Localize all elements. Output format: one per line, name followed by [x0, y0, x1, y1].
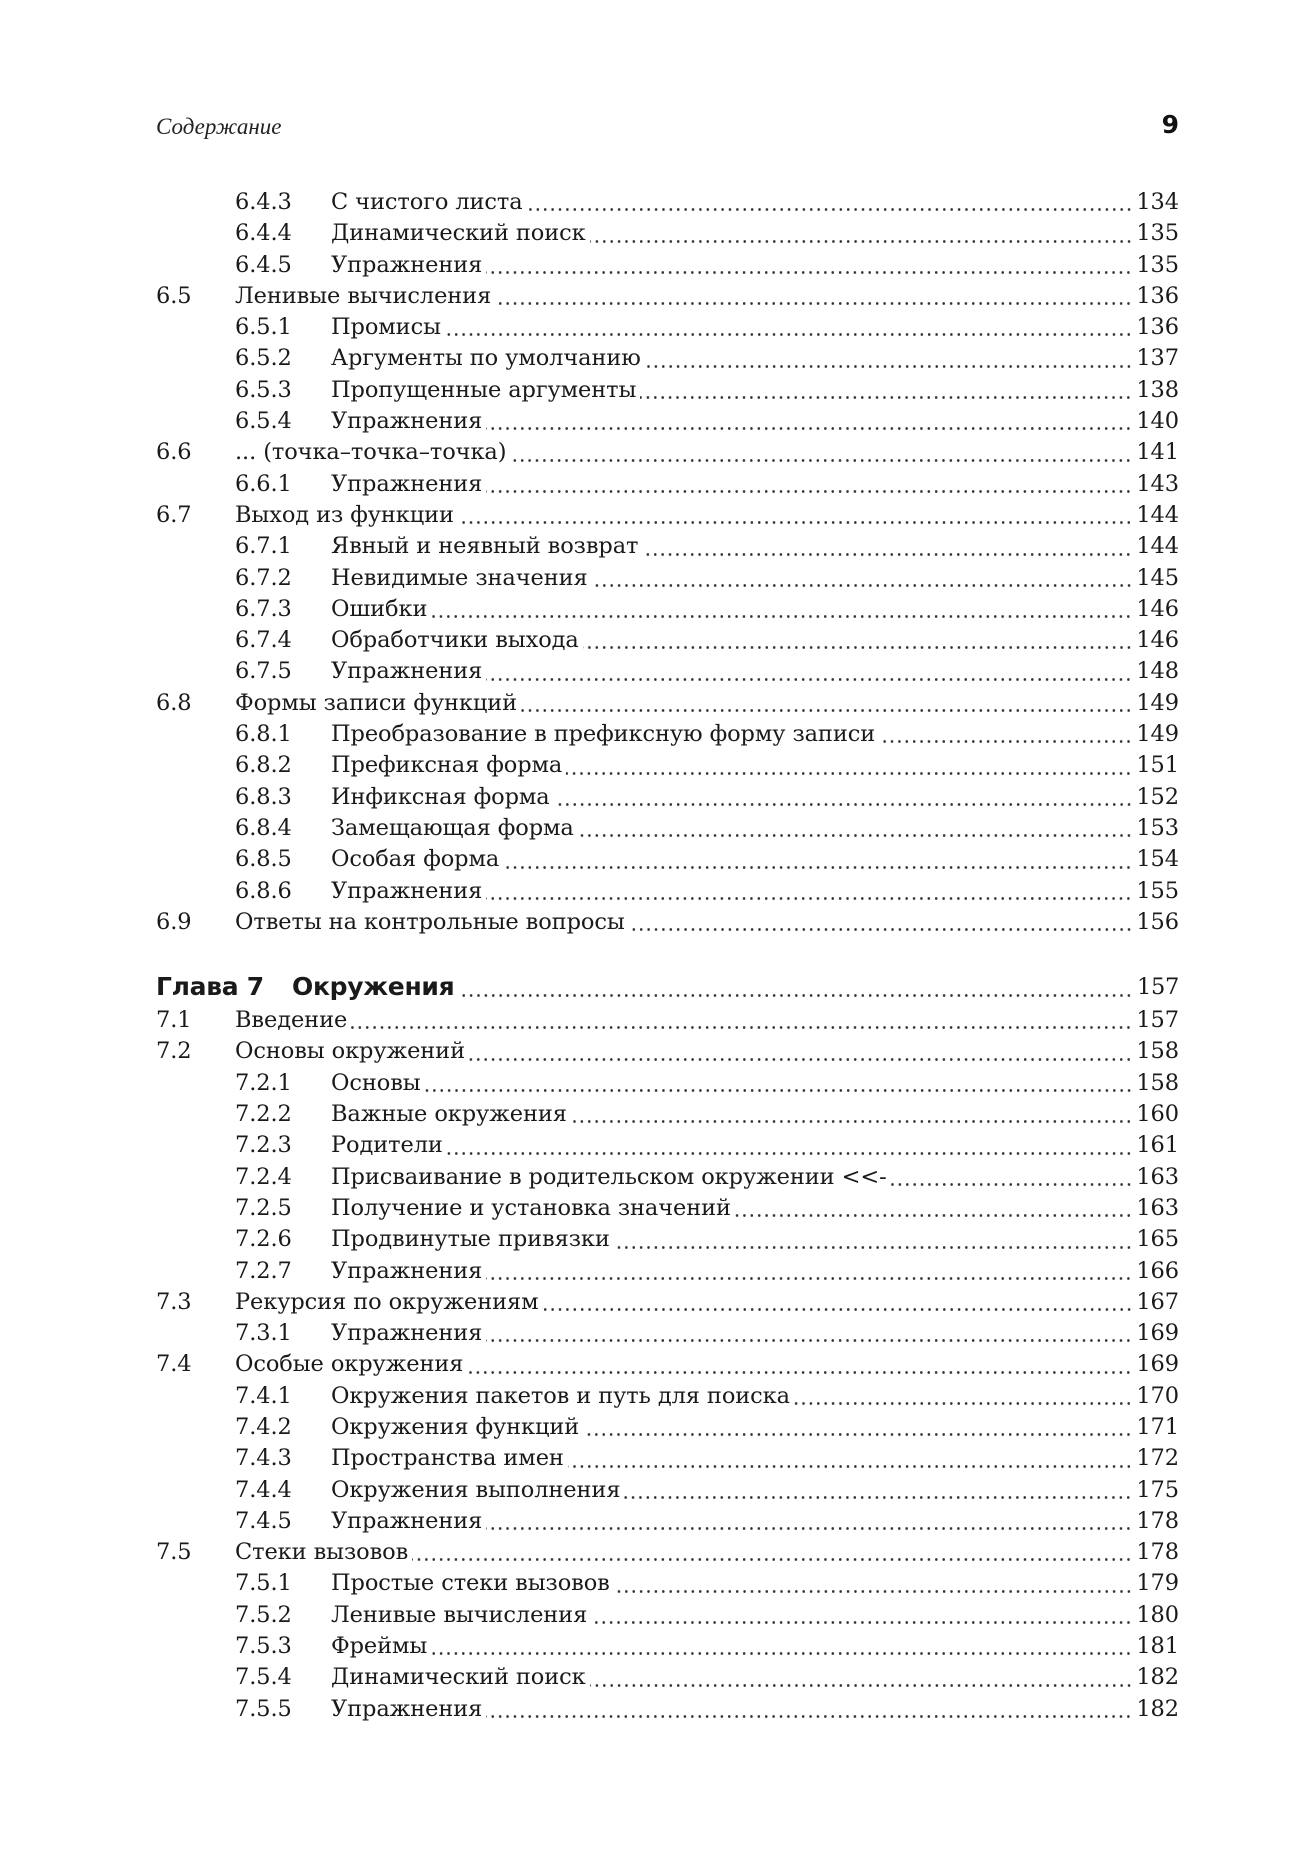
entry-number: 6.5.4 — [235, 408, 292, 435]
entry-page-number: 163 — [1136, 1194, 1179, 1221]
entry-title: Ошибки — [331, 595, 428, 622]
toc-subsection-entry[interactable] — [156, 1412, 1179, 1443]
entry-page-number: 161 — [1136, 1132, 1179, 1159]
dot-leader — [486, 678, 1132, 681]
entry-page-number: 136 — [1136, 282, 1179, 309]
entry-number: 7.2.4 — [235, 1163, 292, 1190]
toc-subsection-entry[interactable] — [156, 406, 1179, 437]
dot-leader — [521, 709, 1132, 712]
entry-title: Родители — [331, 1132, 443, 1159]
entry-page-number: 175 — [1136, 1476, 1179, 1503]
page-number: 9 — [1161, 110, 1179, 139]
toc-subsection-entry[interactable] — [156, 594, 1179, 625]
dot-leader — [527, 208, 1133, 211]
entry-page-number: 181 — [1136, 1633, 1179, 1660]
toc-section-entry[interactable] — [156, 1287, 1179, 1318]
toc-section-entry[interactable] — [156, 1036, 1179, 1067]
entry-page-number: 136 — [1136, 314, 1179, 341]
entry-number: 6.7.1 — [235, 533, 292, 560]
toc-subsection-entry[interactable] — [156, 1600, 1179, 1631]
toc-subsection-entry[interactable] — [156, 1224, 1179, 1255]
entry-number: 6.8.3 — [235, 783, 292, 810]
dot-leader — [486, 1715, 1132, 1718]
dot-leader — [486, 490, 1132, 493]
entry-page-number: 153 — [1136, 814, 1179, 841]
entry-page-number: 182 — [1136, 1664, 1179, 1691]
dot-leader — [458, 994, 1133, 997]
entry-title: Динамический поиск — [331, 1664, 586, 1691]
entry-number: 6.6 — [156, 439, 192, 466]
entry-page-number: 134 — [1136, 189, 1179, 215]
entry-page-number: 157 — [1136, 1007, 1179, 1034]
entry-title: Упражнения — [331, 877, 483, 904]
toc-subsection-entry[interactable] — [156, 1475, 1179, 1506]
entry-number: 6.5.1 — [235, 314, 292, 341]
entry-number: 7.5.5 — [235, 1695, 292, 1722]
toc-subsection-entry[interactable] — [156, 1318, 1179, 1349]
entry-title: Ответы на контрольные вопросы — [235, 908, 625, 935]
entry-page-number: 171 — [1136, 1413, 1179, 1440]
entry-title: Упражнения — [331, 1257, 483, 1284]
dot-leader — [624, 1496, 1132, 1499]
entry-number: 6.6.1 — [235, 470, 292, 497]
dot-leader — [578, 834, 1133, 837]
entry-title: Инфиксная форма — [331, 783, 550, 810]
entry-page-number: 180 — [1136, 1601, 1179, 1628]
entry-page-number: 144 — [1136, 501, 1179, 528]
toc-subsection-entry[interactable] — [156, 1662, 1179, 1693]
dot-leader — [590, 240, 1133, 243]
entry-number: 6.8.1 — [235, 721, 292, 748]
entry-page-number: 178 — [1136, 1539, 1179, 1566]
dot-leader — [554, 803, 1133, 806]
entry-title: Важные окружения — [331, 1101, 567, 1128]
toc-section-entry[interactable] — [156, 500, 1179, 531]
entry-number: 7.4.2 — [235, 1413, 292, 1440]
entry-title: Ленивые вычисления — [331, 1601, 588, 1628]
chapter-page: 157 — [1136, 974, 1179, 1001]
entry-number: 6.4.4 — [235, 220, 292, 247]
dot-leader — [543, 1308, 1133, 1311]
toc-section-entry[interactable] — [156, 688, 1179, 719]
entry-title: Промисы — [331, 314, 441, 341]
toc-subsection-entry[interactable] — [156, 1162, 1179, 1193]
dot-leader — [486, 1277, 1132, 1280]
entry-title: Простые стеки вызовов — [331, 1570, 610, 1597]
dot-leader — [486, 1339, 1132, 1342]
toc-subsection-entry[interactable] — [156, 531, 1179, 562]
running-header-title: Содержание — [156, 114, 282, 139]
entry-number: 7.5.3 — [235, 1633, 292, 1660]
entry-title: Преобразование в префиксную форму записи — [331, 721, 876, 748]
dot-leader — [412, 1558, 1132, 1561]
entry-number: 6.9 — [156, 908, 192, 935]
entry-number: 6.5.3 — [235, 376, 292, 403]
toc-subsection-entry[interactable] — [156, 343, 1179, 374]
entry-number: 7.5.4 — [235, 1664, 292, 1691]
entry-page-number: 158 — [1136, 1038, 1179, 1065]
entry-page-number: 152 — [1136, 783, 1179, 810]
entry-number: 6.8.5 — [235, 846, 292, 873]
toc-subsection-entry[interactable] — [156, 1068, 1179, 1099]
entry-title: Замещающая форма — [331, 814, 574, 841]
toc-section-entry[interactable] — [156, 1005, 1179, 1036]
entry-page-number: 140 — [1136, 408, 1179, 435]
dot-leader — [640, 396, 1132, 399]
toc-subsection-entry[interactable] — [156, 1443, 1179, 1474]
dot-leader — [614, 1590, 1133, 1593]
toc-block-chapter-6 — [156, 187, 1179, 938]
dot-leader — [486, 897, 1132, 900]
dot-leader — [735, 1214, 1132, 1217]
entry-number: 7.2 — [156, 1038, 192, 1065]
entry-title: Упражнения — [331, 1695, 483, 1722]
entry-number: 7.3.1 — [235, 1320, 292, 1347]
entry-title: Окружения функций — [331, 1413, 580, 1440]
dot-leader — [425, 1089, 1133, 1092]
entry-number: 7.4 — [156, 1351, 192, 1378]
toc-subsection-entry[interactable] — [156, 1130, 1179, 1161]
dot-leader — [629, 928, 1133, 931]
toc-subsection-entry[interactable] — [156, 1193, 1179, 1224]
entry-page-number: 146 — [1136, 627, 1179, 654]
entry-page-number: 135 — [1136, 251, 1179, 278]
entry-number: 7.4.5 — [235, 1507, 292, 1534]
entry-number: 6.7.4 — [235, 627, 292, 654]
entry-title: Упражнения — [331, 408, 483, 435]
entry-number: 7.4.4 — [235, 1476, 292, 1503]
entry-number: 7.3 — [156, 1288, 192, 1315]
entry-title: Особая форма — [331, 846, 500, 873]
entry-page-number: 137 — [1136, 345, 1179, 372]
dot-leader — [566, 772, 1132, 775]
dot-leader — [503, 866, 1132, 869]
dot-leader — [592, 584, 1133, 587]
dot-leader — [568, 1465, 1133, 1468]
dot-leader — [458, 521, 1132, 524]
entry-number: 7.5.2 — [235, 1601, 292, 1628]
entry-number: 6.7.5 — [235, 658, 292, 685]
dot-leader — [571, 1120, 1132, 1123]
toc-section-entry[interactable] — [156, 281, 1179, 312]
entry-page-number: 154 — [1136, 846, 1179, 873]
toc-subsection-entry[interactable] — [156, 375, 1179, 406]
entry-number: 7.4.3 — [235, 1445, 292, 1472]
dot-leader — [879, 740, 1132, 743]
entry-title: Пространства имен — [331, 1445, 564, 1472]
entry-title: Получение и установка значений — [331, 1194, 731, 1221]
dot-leader — [642, 553, 1132, 556]
entry-page-number: 170 — [1136, 1382, 1179, 1409]
toc-subsection-entry[interactable] — [156, 469, 1179, 500]
entry-page-number: 179 — [1136, 1570, 1179, 1597]
entry-page-number: 178 — [1136, 1507, 1179, 1534]
entry-number: 7.2.6 — [235, 1226, 292, 1253]
toc-subsection-entry[interactable] — [156, 1381, 1179, 1412]
entry-page-number: 155 — [1136, 877, 1179, 904]
table-of-contents — [156, 187, 1179, 1725]
entry-title: Аргументы по умолчанию — [331, 345, 641, 372]
entry-page-number: 172 — [1136, 1445, 1179, 1472]
entry-number: 6.4.5 — [235, 251, 292, 278]
dot-leader — [590, 1684, 1133, 1687]
dot-leader — [614, 1246, 1133, 1249]
entry-title: Фреймы — [331, 1633, 428, 1660]
entry-page-number: 156 — [1136, 908, 1179, 935]
entry-page-number: 169 — [1136, 1320, 1179, 1347]
toc-block-chapter-7 — [156, 1005, 1179, 1725]
entry-title: Формы записи функций — [235, 689, 517, 716]
entry-page-number: 166 — [1136, 1257, 1179, 1284]
entry-title: С чистого листа — [331, 189, 523, 215]
entry-page-number: 148 — [1136, 658, 1179, 685]
entry-page-number: 149 — [1136, 689, 1179, 716]
entry-number: 7.2.1 — [235, 1069, 292, 1096]
entry-number: 7.2.2 — [235, 1101, 292, 1128]
dot-leader — [431, 1652, 1132, 1655]
entry-title: Упражнения — [331, 470, 483, 497]
entry-title: Основы — [331, 1069, 421, 1096]
dot-leader — [447, 1152, 1133, 1155]
toc-subsection-entry[interactable] — [156, 1631, 1179, 1662]
entry-title: Упражнения — [331, 1320, 483, 1347]
entry-number: 6.5 — [156, 282, 192, 309]
entry-number: 6.8 — [156, 689, 192, 716]
toc-subsection-entry[interactable] — [156, 625, 1179, 656]
entry-title: Ленивые вычисления — [235, 282, 492, 309]
entry-number: 6.7.3 — [235, 595, 292, 622]
entry-title: Префиксная форма — [331, 752, 563, 779]
dot-leader — [591, 1621, 1132, 1624]
toc-subsection-entry[interactable] — [156, 187, 1179, 218]
entry-title: Продвинутые привязки — [331, 1226, 610, 1253]
toc-section-entry[interactable] — [156, 1349, 1179, 1380]
entry-number: 7.5.1 — [235, 1570, 292, 1597]
entry-title: Окружения пакетов и путь для поиска — [331, 1382, 790, 1409]
entry-page-number: 144 — [1136, 533, 1179, 560]
entry-number: 6.8.4 — [235, 814, 292, 841]
dot-leader — [495, 302, 1132, 305]
entry-page-number: 182 — [1136, 1695, 1179, 1722]
toc-section-entry[interactable] — [156, 907, 1179, 938]
entry-title: Окружения выполнения — [331, 1476, 621, 1503]
entry-title: Обработчики выхода — [331, 627, 579, 654]
entry-number: 7.2.5 — [235, 1194, 292, 1221]
toc-subsection-entry[interactable] — [156, 1506, 1179, 1537]
entry-page-number: 151 — [1136, 752, 1179, 779]
entry-number: 6.8.2 — [235, 752, 292, 779]
entry-title: Упражнения — [331, 1507, 483, 1534]
toc-section-entry[interactable] — [156, 1537, 1179, 1568]
entry-page-number: 143 — [1136, 470, 1179, 497]
dot-leader — [486, 271, 1132, 274]
dot-leader — [486, 427, 1132, 430]
entry-page-number: 138 — [1136, 376, 1179, 403]
entry-number: 7.4.1 — [235, 1382, 292, 1409]
dot-leader — [445, 333, 1132, 336]
entry-number: 7.5 — [156, 1539, 192, 1566]
dot-leader — [794, 1402, 1132, 1405]
dot-leader — [583, 1433, 1132, 1436]
toc-subsection-entry[interactable] — [156, 719, 1179, 750]
toc-subsection-entry[interactable] — [156, 813, 1179, 844]
entry-title: Стеки вызовов — [235, 1539, 409, 1566]
toc-subsection-entry[interactable] — [156, 1694, 1179, 1725]
entry-page-number: 163 — [1136, 1163, 1179, 1190]
dot-leader — [645, 365, 1133, 368]
entry-page-number: 149 — [1136, 721, 1179, 748]
entry-title: Пропущенные аргументы — [331, 376, 637, 403]
entry-title: Основы окружений — [235, 1038, 465, 1065]
dot-leader — [486, 1527, 1132, 1530]
entry-page-number: 158 — [1136, 1069, 1179, 1096]
entry-page-number: 146 — [1136, 595, 1179, 622]
dot-leader — [510, 459, 1132, 462]
entry-title: Упражнения — [331, 251, 483, 278]
toc-subsection-entry[interactable] — [156, 250, 1179, 281]
toc-subsection-entry[interactable] — [156, 1568, 1179, 1599]
toc-subsection-entry[interactable] — [156, 750, 1179, 781]
toc-subsection-entry[interactable] — [156, 656, 1179, 687]
chapter-spacer — [156, 938, 1179, 969]
toc-subsection-entry[interactable] — [156, 1256, 1179, 1287]
entry-page-number: 169 — [1136, 1351, 1179, 1378]
entry-number: 7.1 — [156, 1007, 192, 1034]
entry-number: 6.7 — [156, 501, 192, 528]
entry-page-number: 141 — [1136, 439, 1179, 466]
entry-page-number: 167 — [1136, 1288, 1179, 1315]
entry-title: ... (точка–точка–точка) — [235, 439, 507, 466]
toc-subsection-entry[interactable] — [156, 844, 1179, 875]
entry-title: Введение — [235, 1007, 348, 1034]
dot-leader — [891, 1183, 1133, 1186]
toc-section-entry[interactable] — [156, 437, 1179, 468]
entry-page-number: 160 — [1136, 1101, 1179, 1128]
dot-leader — [431, 615, 1132, 618]
entry-number: 7.2.7 — [235, 1257, 292, 1284]
entry-page-number: 165 — [1136, 1226, 1179, 1253]
toc-subsection-entry[interactable] — [156, 1099, 1179, 1130]
toc-chapter-heading[interactable] — [156, 969, 1179, 1005]
entry-number: 6.7.2 — [235, 564, 292, 591]
entry-number: 6.4.3 — [235, 189, 292, 215]
entry-page-number: 145 — [1136, 564, 1179, 591]
entry-title: Выход из функции — [235, 501, 454, 528]
toc-subsection-entry[interactable] — [156, 876, 1179, 907]
entry-title: Особые окружения — [235, 1351, 464, 1378]
chapter-title: Окружения — [292, 972, 455, 1002]
dot-leader — [467, 1371, 1132, 1374]
entry-title: Явный и неявный возврат — [331, 533, 639, 560]
entry-title: Динамический поиск — [331, 220, 586, 247]
entry-title: Присваивание в родительском окружении <<- — [331, 1163, 887, 1190]
entry-page-number: 135 — [1136, 220, 1179, 247]
dot-leader — [583, 646, 1133, 649]
entry-title: Невидимые значения — [331, 564, 588, 591]
entry-title: Упражнения — [331, 658, 483, 685]
toc-subsection-entry[interactable] — [156, 782, 1179, 813]
entry-title: Рекурсия по окружениям — [235, 1288, 539, 1315]
dot-leader — [469, 1058, 1132, 1061]
toc-subsection-entry[interactable] — [156, 218, 1179, 249]
entry-number: 6.5.2 — [235, 345, 292, 372]
entry-number: 7.2.3 — [235, 1132, 292, 1159]
entry-number: 6.8.6 — [235, 877, 292, 904]
chapter-label: Глава 7 — [156, 972, 264, 1002]
dot-leader — [351, 1026, 1132, 1029]
toc-subsection-entry[interactable] — [156, 312, 1179, 343]
toc-subsection-entry[interactable] — [156, 563, 1179, 594]
